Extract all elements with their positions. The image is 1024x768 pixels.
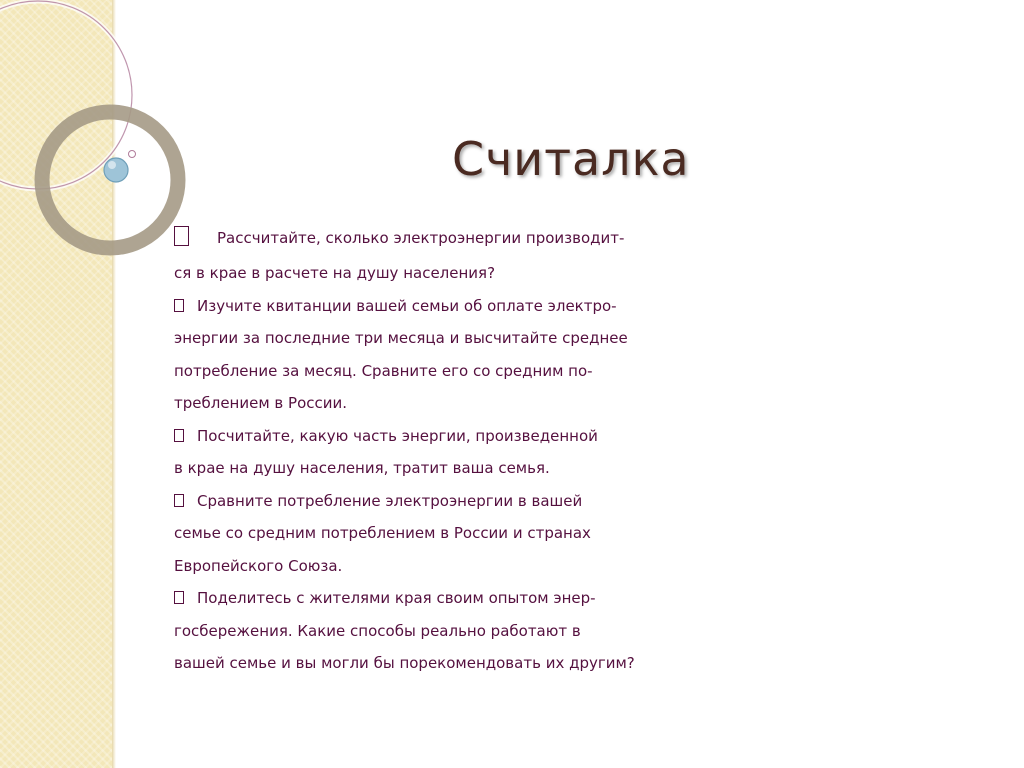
line-text: в крае на душу населения, тратит ваша семья. bbox=[174, 459, 550, 477]
line-text: семье со средним потреблением в России и странах bbox=[174, 524, 591, 542]
bullet-icon bbox=[174, 429, 184, 442]
text-line bbox=[174, 257, 714, 290]
text-line bbox=[174, 550, 714, 583]
line-text: энергии за последние три месяца и высчитайте среднее bbox=[174, 329, 628, 347]
slide-body bbox=[174, 219, 714, 680]
text-line bbox=[174, 647, 714, 680]
line-text: Посчитайте, какую часть энергии, произведенной bbox=[197, 426, 598, 445]
line-text: вашей семье и вы могли бы порекомендовать их другим? bbox=[174, 654, 635, 672]
text-line bbox=[174, 485, 714, 518]
text-line bbox=[174, 387, 714, 420]
line-text: Поделитесь с жителями края своим опытом энер- bbox=[197, 589, 596, 607]
line-text: Рассчитайте, сколько электроэнергии производит- bbox=[217, 229, 625, 247]
text-line bbox=[174, 420, 714, 453]
blue-ball-decoration bbox=[104, 158, 128, 182]
line-text: потребление за месяц. Сравните его со средним по- bbox=[174, 361, 593, 380]
bullet-icon bbox=[174, 591, 184, 604]
text-line bbox=[174, 219, 714, 257]
text-line bbox=[174, 615, 714, 648]
text-line bbox=[174, 517, 714, 550]
bullet-icon bbox=[174, 226, 189, 246]
line-text: треблением в России. bbox=[174, 394, 348, 412]
line-text: госбережения. Какие способы реально работают в bbox=[174, 621, 581, 640]
text-line bbox=[174, 322, 714, 355]
text-line bbox=[174, 290, 714, 323]
line-text: Европейского Союза. bbox=[174, 556, 343, 575]
bullet-icon bbox=[174, 299, 184, 312]
slide-title: Считалка bbox=[452, 132, 690, 186]
bullet-icon bbox=[174, 494, 184, 507]
text-line bbox=[174, 355, 714, 388]
line-text: ся в крае в расчете на душу населения? bbox=[174, 264, 496, 282]
line-text: Сравните потребление электроэнергии в вашей bbox=[197, 491, 583, 510]
small-ring-decoration bbox=[129, 151, 136, 158]
text-line bbox=[174, 582, 714, 615]
blue-ball-highlight bbox=[108, 161, 116, 169]
line-text: Изучите квитанции вашей семьи об оплате электро- bbox=[197, 296, 617, 315]
decorative-rings bbox=[0, 0, 200, 260]
text-line bbox=[174, 452, 714, 485]
